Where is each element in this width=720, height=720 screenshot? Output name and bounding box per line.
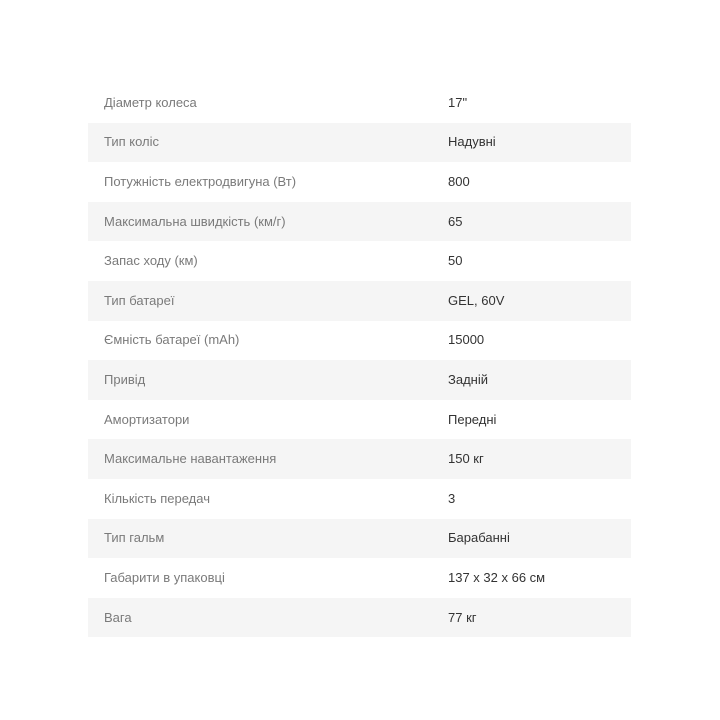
spec-label: Ємність батареї (mAh): [104, 332, 240, 348]
spec-value: Барабанні: [448, 530, 510, 546]
spec-label: Максимальна швидкість (км/г): [104, 213, 286, 229]
spec-row-suspension: [88, 400, 631, 440]
spec-value: 150 кг: [448, 451, 484, 467]
spec-value: 137 х 32 х 66 см: [448, 569, 546, 585]
spec-label: Габарити в упаковці: [104, 569, 225, 585]
spec-value: 65: [448, 213, 463, 229]
spec-label: Привід: [104, 371, 146, 387]
spec-row-max-load: [88, 439, 631, 479]
spec-value: Передні: [448, 411, 497, 427]
spec-value: Задній: [448, 371, 488, 387]
spec-row-gears: [88, 479, 631, 519]
spec-row-motor-power: [88, 162, 631, 202]
spec-row-brake-type: [88, 519, 631, 559]
spec-label: Кількість передач: [104, 490, 210, 506]
spec-label: Максимальне навантаження: [104, 451, 277, 467]
spec-row-drive: [88, 360, 631, 400]
spec-row-wheel-type: [88, 123, 631, 163]
spec-row-package-dimensions: [88, 558, 631, 598]
spec-label: Тип гальм: [104, 530, 165, 546]
spec-label: Вага: [104, 609, 132, 625]
spec-row-range: [88, 241, 631, 281]
spec-label: Потужність електродвигуна (Вт): [104, 173, 297, 189]
spec-value: 77 кг: [448, 609, 477, 625]
spec-label: Запас ходу (км): [104, 253, 198, 269]
spec-label: Тип коліс: [104, 134, 160, 150]
spec-label: Тип батареї: [104, 292, 175, 308]
specifications-table: [88, 83, 631, 637]
spec-value: 15000: [448, 332, 485, 348]
spec-value: 800: [448, 173, 470, 189]
spec-row-battery-capacity: [88, 321, 631, 361]
spec-row-max-speed: [88, 202, 631, 242]
spec-row-weight: [88, 598, 631, 638]
spec-value: 17": [448, 94, 468, 110]
spec-value: 3: [448, 490, 456, 506]
spec-row-wheel-diameter: [88, 83, 631, 123]
spec-row-battery-type: [88, 281, 631, 321]
spec-value: 50: [448, 253, 463, 269]
spec-value: GEL, 60V: [448, 292, 505, 308]
spec-label: Амортизатори: [104, 411, 190, 427]
spec-label: Діаметр колеса: [104, 94, 197, 110]
spec-value: Надувні: [448, 134, 496, 150]
